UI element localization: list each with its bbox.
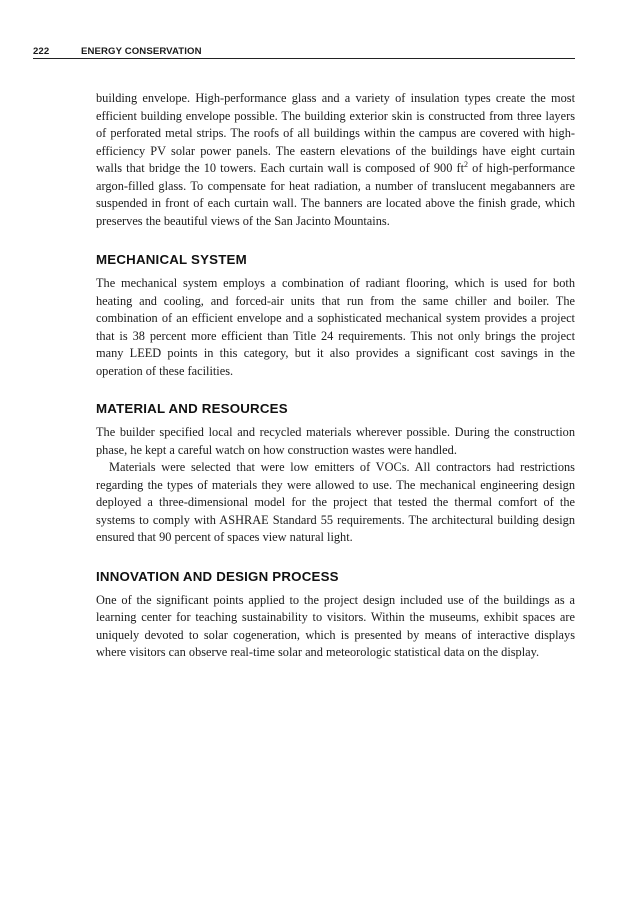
page-body bbox=[96, 90, 575, 662]
section-heading-mechanical: MECHANICAL SYSTEM bbox=[96, 252, 247, 267]
running-title: ENERGY CONSERVATION bbox=[81, 46, 202, 57]
intro-paragraph bbox=[96, 90, 575, 230]
section-heading-innovation: INNOVATION AND DESIGN PROCESS bbox=[96, 568, 339, 584]
page-number: 222 bbox=[33, 46, 50, 57]
mechanical-paragraph: The mechanical system employs a combination of radiant flooring, which is used for both heating and cooling, and forced-air units that run from the same chiller and boiler. The combination of an efficient envelope and a sophisticated mechanical system provides a project that is 38 percent more efficient than Title 24 requirements. This not only brings the project many LEED points in this category, but it also provides a significant cost savings in the operation of these facilities. bbox=[96, 276, 575, 378]
intro-text: building envelope. High-performance glass and a variety of insulation types create the most efficient building envelope possible. The building exterior skin is constructed from three layers of perforated metal strips. The roofs of all buildings within the campus are covered with high-efficiency PV solar power panels. The eastern elevations of the buildings have eight curtain walls that bridge the 10 towers. Each curtain wall is composed of 900 ft bbox=[96, 91, 575, 175]
intro-superscript: 2 bbox=[464, 159, 469, 169]
running-header bbox=[33, 44, 575, 59]
innovation-paragraph: One of the significant points applied to the project design included use of the buildings as a learning center for teaching sustainability to visitors. Within the museums, exhibit spaces are uniquely devoted to solar cogeneration, which is presented by means of interactive displays where visitors can observe real-time solar and meteorologic statistical data on the display. bbox=[96, 592, 575, 659]
section-heading-materials: MATERIAL AND RESOURCES bbox=[96, 401, 288, 416]
intro-text-end: of high-performance argon-filled glass. To compensate for heat radiation, a number of translucent megabanners are suspended in front of each curtain wall. The banners are located above the finish grade, which preserves the beautiful views of the San Jacinto Mountains. bbox=[96, 161, 575, 228]
materials-paragraph-1: The builder specified local and recycled materials wherever possible. During the construction phase, he kept a careful watch on how construction wastes were handled. bbox=[96, 425, 575, 457]
materials-paragraph-2: Materials were selected that were low emitters of VOCs. All contractors had restrictions regarding the types of materials they were allowed to use. The mechanical engineering design deployed a three-dimensional model for the project that tested the thermal comfort of the systems to comply with ASHRAE Standard 55 requirements. The architectural building design ensured that 90 percent of spaces view natural light. bbox=[96, 460, 575, 544]
